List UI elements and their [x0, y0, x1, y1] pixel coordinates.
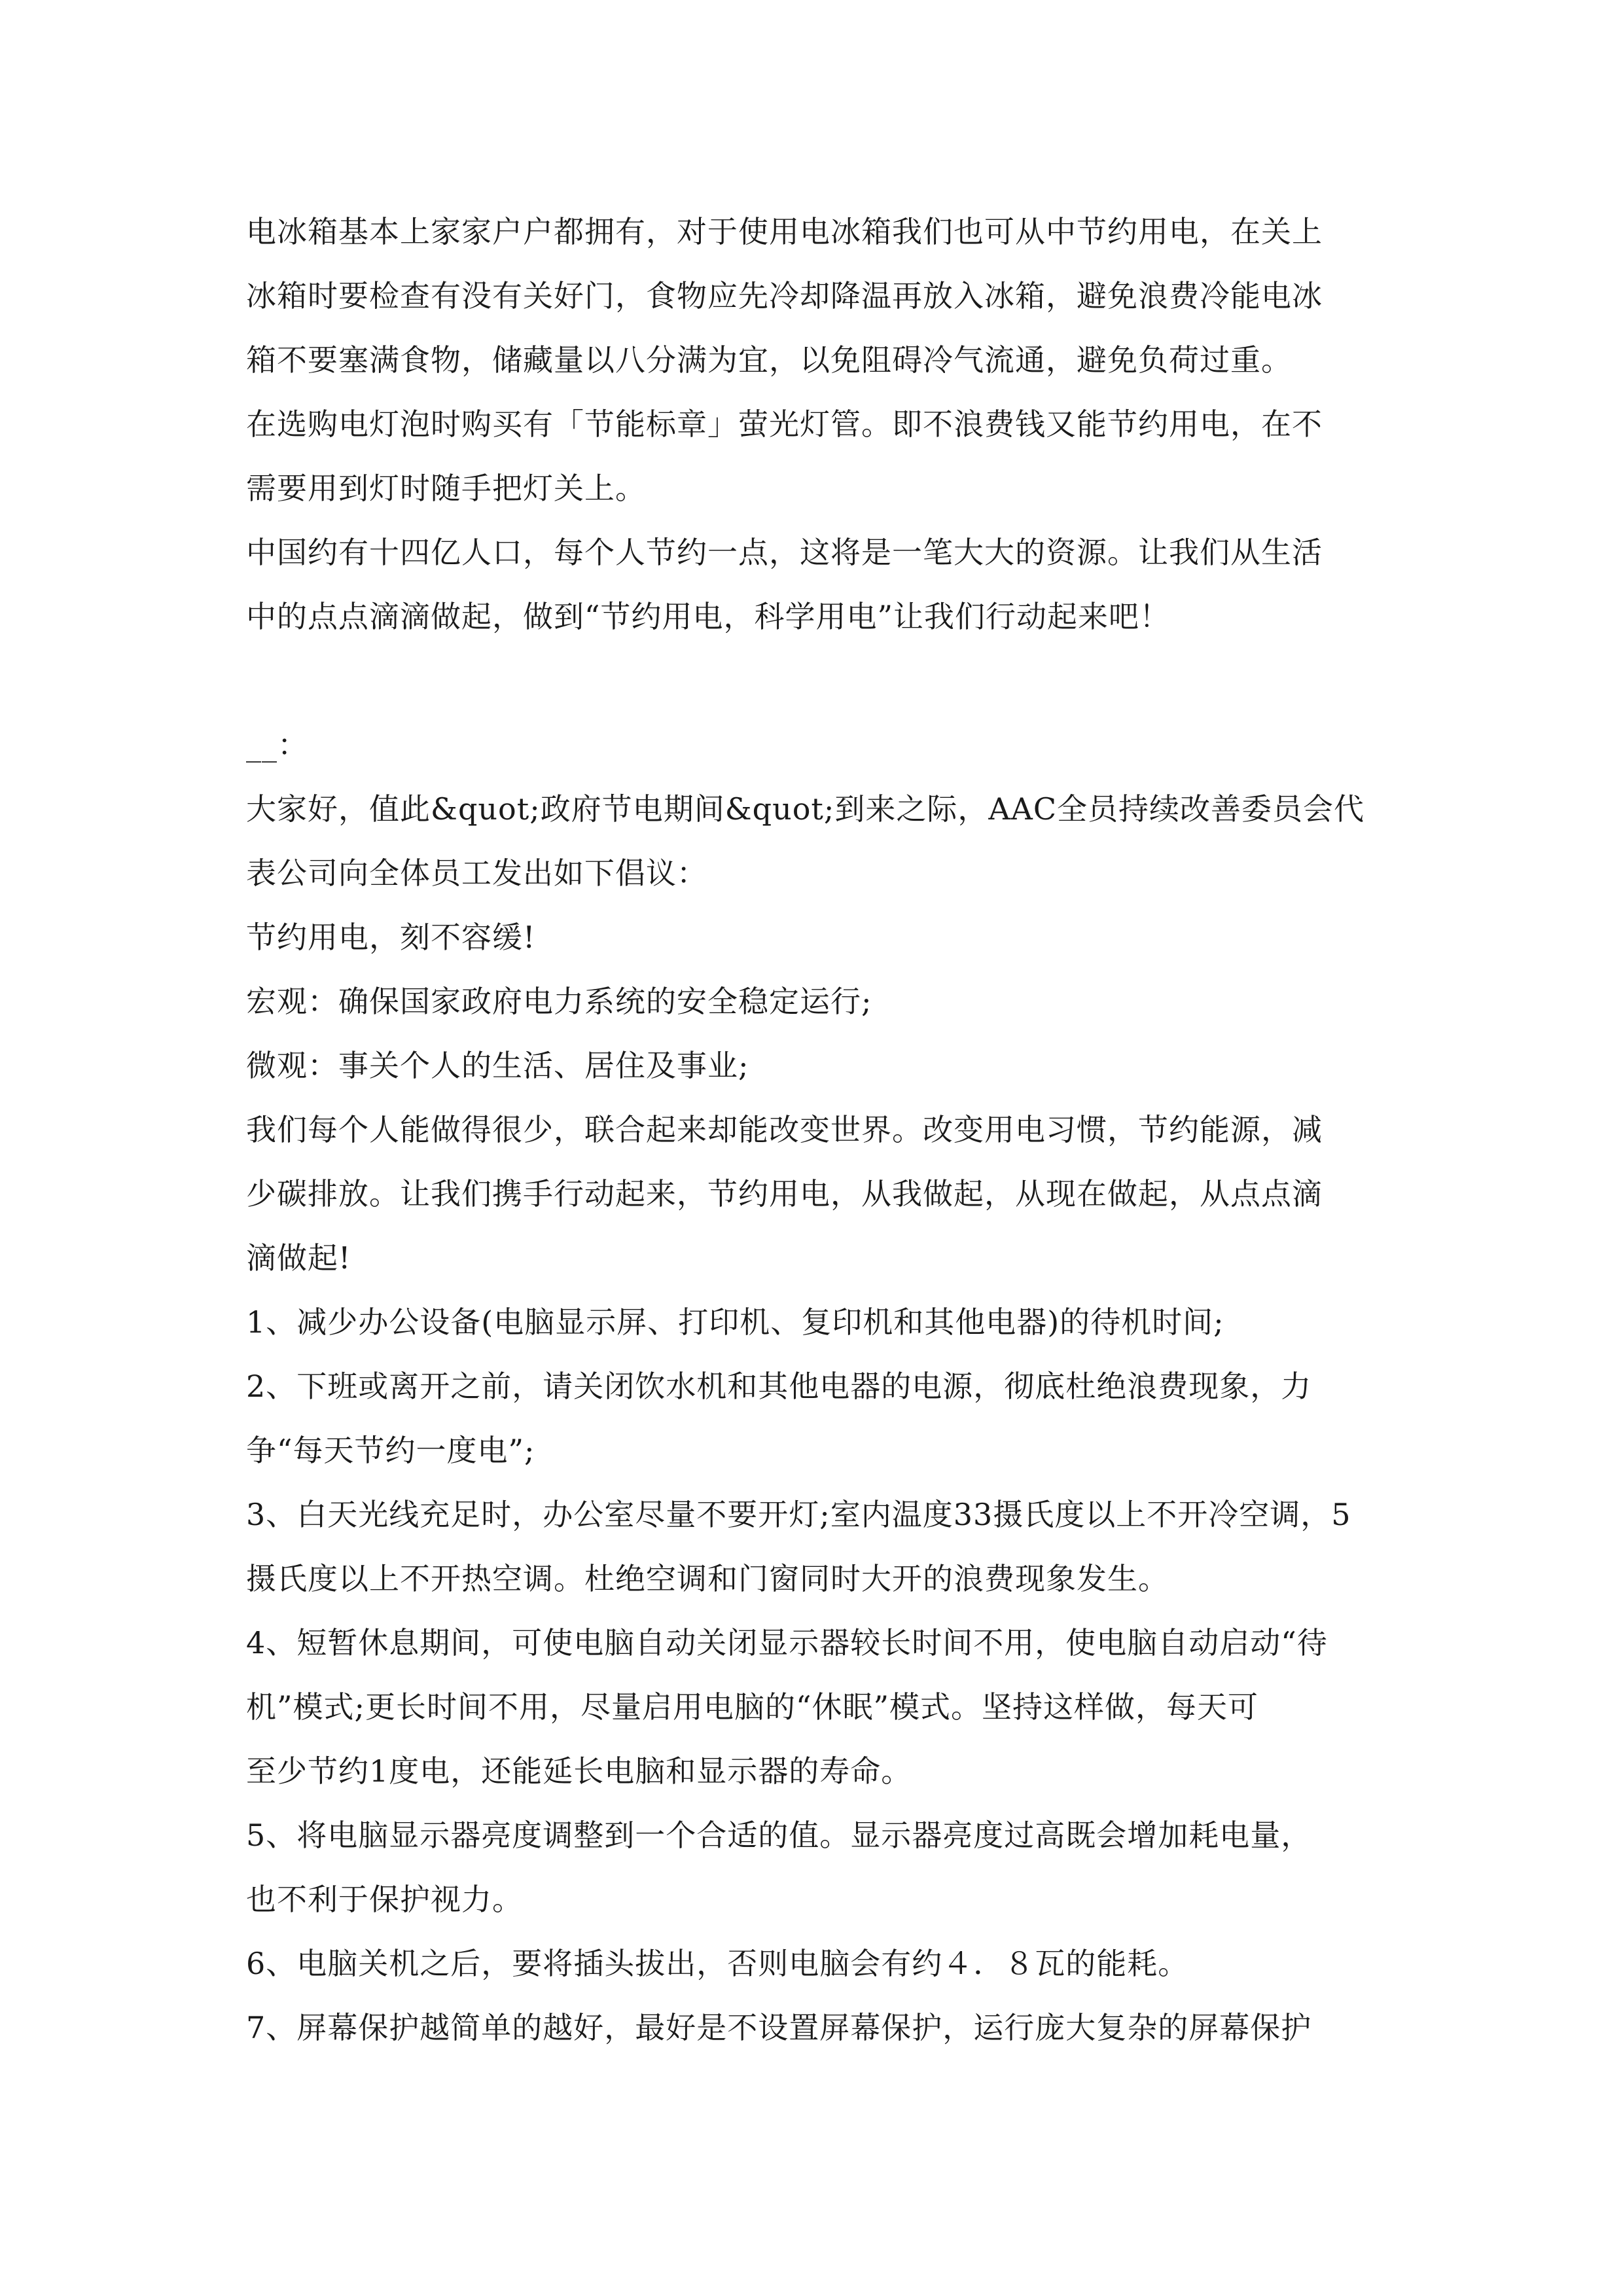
text-line: 需要用到灯时随手把灯关上。	[246, 471, 646, 506]
list-item: 至少节约1度电，还能延长电脑和显示器的寿命。	[246, 1753, 912, 1789]
text-line: 在选购电灯泡时购买有「节能标章」萤光灯管。即不浪费钱又能节约用电，在不	[246, 406, 1323, 442]
list-item: 1、减少办公设备(电脑显示屏、打印机、复印机和其他电器)的待机时间;	[246, 1304, 1224, 1340]
text-line: 冰箱时要检查有没有关好门，食物应先冷却降温再放入冰箱，避免浪费冷能电冰	[246, 278, 1323, 314]
list-item: 2、下班或离开之前，请关闭饮水机和其他电器的电源，彻底杜绝浪费现象，力	[246, 1369, 1312, 1404]
text-line: 我们每个人能做得很少，联合起来却能改变世界。改变用电习惯，节约能源，减	[246, 1112, 1323, 1147]
section-heading: __：	[246, 727, 308, 762]
text-line: 滴做起!	[246, 1240, 351, 1276]
text-line: 节约用电，刻不容缓!	[246, 920, 536, 955]
text-line: 宏观：确保国家政府电力系统的安全稳定运行;	[246, 984, 872, 1019]
list-item: 7、屏幕保护越简单的越好，最好是不设置屏幕保护，运行庞大复杂的屏幕保护	[246, 2010, 1312, 2045]
list-item: 摄氏度以上不开热空调。杜绝空调和门窗同时大开的浪费现象发生。	[246, 1561, 1169, 1596]
list-item: 6、电脑关机之后，要将插头拔出，否则电脑会有约４．８瓦的能耗。	[246, 1946, 1189, 1981]
text-line: 微观：事关个人的生活、居住及事业;	[246, 1048, 749, 1083]
list-item: 也不利于保护视力。	[246, 1882, 523, 1917]
blank-line	[246, 649, 1489, 713]
text-line: 少碳排放。让我们携手行动起来，节约用电，从我做起，从现在做起，从点点滴	[246, 1176, 1323, 1211]
text-line: 电冰箱基本上家家户户都拥有，对于使用电冰箱我们也可从中节约用电，在关上	[246, 214, 1323, 249]
text-line: 箱不要塞满食物，储藏量以八分满为宜，以免阻碍冷气流通，避免负荷过重。	[246, 342, 1292, 378]
list-item: 3、白天光线充足时，办公室尽量不要开灯;室内温度33摄氏度以上不开冷空调，5	[246, 1497, 1351, 1532]
list-item: 5、将电脑显示器亮度调整到一个合适的值。显示器亮度过高既会增加耗电量，	[246, 1818, 1312, 1853]
text-line: 表公司向全体员工发出如下倡议：	[246, 855, 707, 891]
list-item: 4、短暂休息期间，可使电脑自动关闭显示器较长时间不用，使电脑自动启动“待	[246, 1625, 1328, 1660]
text-line: 中国约有十四亿人口，每个人节约一点，这将是一笔大大的资源。让我们从生活	[246, 535, 1323, 570]
text-line: 大家好，值此&quot;政府节电期间&quot;到来之际，AAC全员持续改善委员会代	[246, 791, 1365, 827]
list-item: 争“每天节约一度电”;	[246, 1433, 535, 1468]
list-item: 机”模式;更长时间不用，尽量启用电脑的“休眠”模式。坚持这样做，每天可	[246, 1689, 1259, 1725]
text-line: 中的点点滴滴做起，做到“节约用电，科学用电”让我们行动起来吧！	[246, 599, 1171, 634]
body-text	[246, 200, 1489, 2060]
